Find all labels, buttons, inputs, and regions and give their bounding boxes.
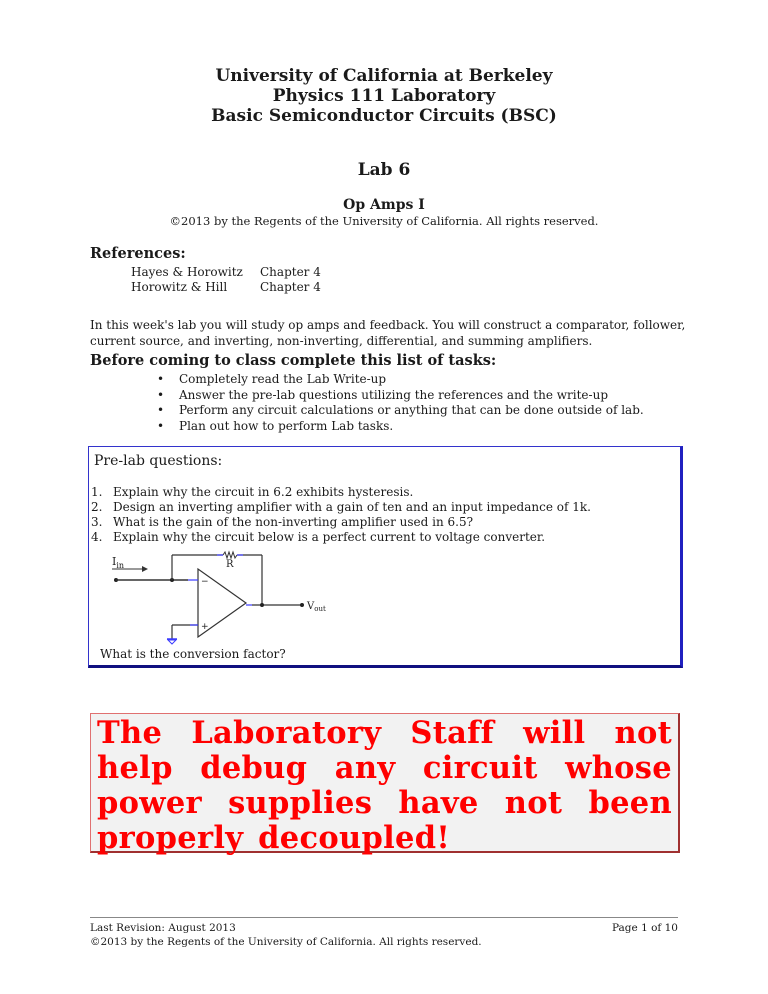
reference-book: Horowitz & Hill [131, 280, 228, 294]
reference-chapter: Chapter 4 [260, 280, 321, 294]
noninverting-input-symbol: + [201, 622, 209, 632]
lab-subtitle: Op Amps I [343, 197, 425, 213]
resistor-icon [223, 552, 237, 558]
tasks-heading: Before coming to class complete this list of tasks: [90, 352, 497, 369]
reference-item [131, 265, 321, 280]
output-terminal [300, 603, 304, 607]
prelab-question [91, 515, 591, 530]
references-list [131, 265, 321, 295]
prelab-question [91, 485, 591, 500]
output-junction-node [260, 603, 264, 607]
question-text: What is the gain of the non-inverting amplifier used in 6.5? [113, 515, 474, 529]
arrow-head-icon [142, 566, 148, 572]
task-item: • Answer the pre-lab questions utilizing the references and the write-up [157, 388, 644, 404]
question-number: 1. [91, 485, 103, 499]
page-number: Page 1 of 10 [611, 922, 678, 934]
question-text: Design an inverting amplifier with a gain of ten and an input impedance of 1k. [113, 500, 591, 514]
output-voltage-label: $V_{out}$ [307, 601, 326, 613]
task-item: • Plan out how to perform Lab tasks. [157, 419, 644, 435]
prelab-question [91, 530, 591, 545]
intro-paragraph: In this week's lab you will study op amps and feedback. You will construct a comparator, follower, current source, and inverting, non-inverting, differential, and summing amplifiers. [90, 318, 686, 348]
title-line-university: University of California at Berkeley [215, 66, 553, 86]
question-number: 2. [91, 500, 103, 514]
reference-item [131, 280, 321, 295]
task-item: • Completely read the Lab Write-up [157, 372, 644, 388]
footer-left [90, 921, 482, 949]
reference-chapter: Chapter 4 [260, 265, 321, 279]
lab-number: Lab 6 [357, 160, 411, 180]
tasks-list [157, 372, 644, 434]
question-text: Explain why the circuit below is a perfect current to voltage converter. [113, 530, 546, 544]
task-item: • Perform any circuit calculations or anything that can be done outside of lab. [157, 403, 644, 419]
footer-divider [90, 917, 678, 918]
footer-copyright: ©2013 by the Regents of the University of California. All rights reserved. [90, 936, 482, 948]
question-number: 3. [91, 515, 103, 529]
current-to-voltage-circuit-diagram [106, 547, 346, 647]
conversion-factor-question: What is the conversion factor? [100, 647, 286, 661]
document-title [0, 66, 768, 126]
title-line-course: Physics 111 Laboratory [272, 86, 496, 106]
inverting-input-symbol: − [201, 577, 209, 587]
copyright-notice: ©2013 by the Regents of the University of California. All rights reserved. [169, 214, 599, 228]
warning-banner [90, 713, 680, 856]
warning-text: The Laboratory Staff will not help debug any circuit whose power supplies have not been properly decoupled! [97, 715, 672, 856]
title-line-series: Basic Semiconductor Circuits (BSC) [211, 106, 557, 126]
reference-book: Hayes & Horowitz [131, 265, 243, 279]
prelab-title: Pre-lab questions: [94, 453, 223, 469]
references-heading: References: [90, 245, 186, 262]
prelab-question [91, 500, 591, 515]
last-revision: Last Revision: August 2013 [90, 922, 236, 934]
prelab-question-list [91, 485, 591, 545]
resistor-label: R [226, 559, 234, 570]
prelab-questions-box [88, 446, 683, 668]
question-number: 4. [91, 530, 103, 544]
question-text: Explain why the circuit in 6.2 exhibits hysteresis. [113, 485, 414, 499]
input-current-label: $I_{in}$ [112, 555, 125, 570]
